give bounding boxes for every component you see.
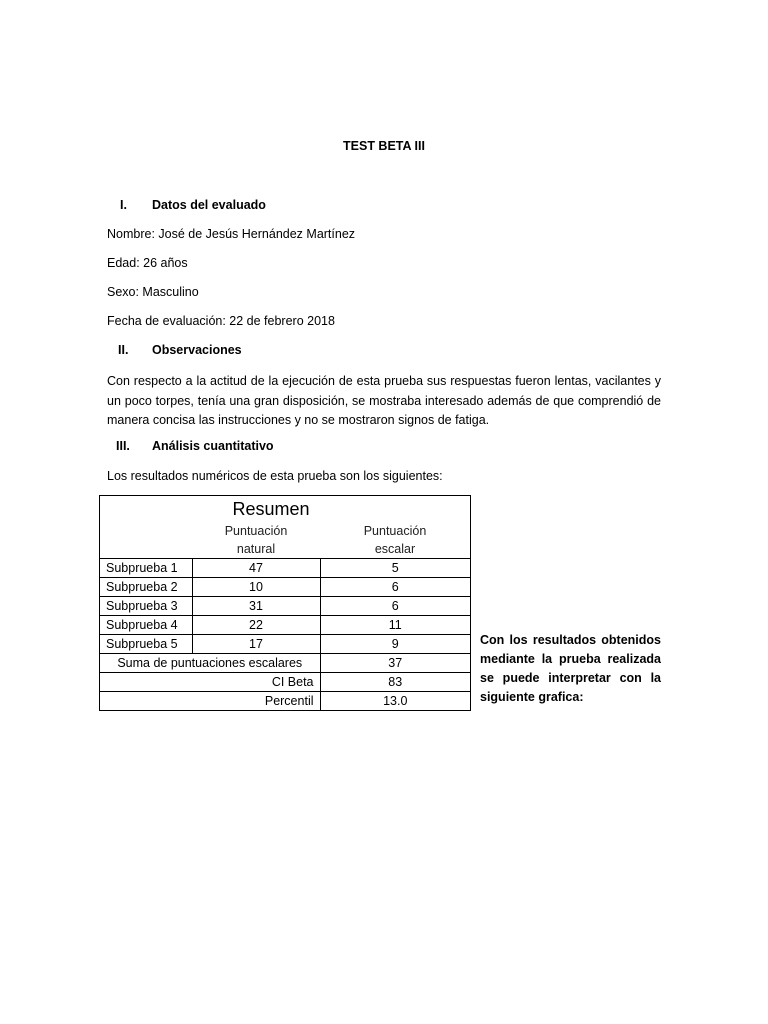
header-escalar-line1: Puntuación — [363, 524, 427, 538]
field-sexo: Sexo: Masculino — [107, 285, 199, 299]
row-natural: 22 — [192, 616, 320, 635]
table-row — [100, 616, 471, 635]
table-row — [100, 578, 471, 597]
table-row-suma — [100, 654, 471, 673]
row-escalar: 5 — [320, 559, 471, 578]
table-title — [100, 496, 471, 523]
section-1-number: I. — [120, 198, 127, 212]
table-row — [100, 559, 471, 578]
row-escalar: 6 — [320, 578, 471, 597]
percentil-label: Percentil — [100, 692, 321, 711]
row-natural: 47 — [192, 559, 320, 578]
row-label: Subprueba 1 — [100, 559, 193, 578]
header-escalar-line2: escalar — [374, 542, 416, 556]
header-natural-line2: natural — [236, 542, 276, 556]
field-nombre: Nombre: José de Jesús Hernández Martínez — [107, 227, 356, 241]
header-natural — [192, 522, 320, 559]
row-label: Subprueba 2 — [100, 578, 193, 597]
row-escalar: 11 — [320, 616, 471, 635]
row-natural: 10 — [192, 578, 320, 597]
table-header-blank — [100, 522, 193, 559]
row-label: Subprueba 4 — [100, 616, 193, 635]
section-3-number: III. — [116, 439, 130, 453]
row-escalar: 9 — [320, 635, 471, 654]
interpretation-note: Con los resultados obtenidos mediante la prueba realizada se puede interpretar con la siguiente grafica: — [480, 633, 661, 704]
section-3-heading: Análisis cuantitativo — [152, 439, 274, 453]
header-natural-line1: Puntuación — [224, 524, 288, 538]
row-natural: 17 — [192, 635, 320, 654]
observaciones-paragraph: Con respecto a la actitud de la ejecución de esta prueba sus respuestas fueron lentas, vacilantes y un poco torpes, tenía una gran disposición, se mostraba interesado además de que comprendió de manera concisa las instrucciones y no se mostraron signos de fatiga. — [107, 374, 661, 427]
ci-value: 83 — [320, 673, 471, 692]
row-label: Subprueba 3 — [100, 597, 193, 616]
results-intro: Los resultados numéricos de esta prueba son los siguientes: — [107, 469, 443, 483]
suma-label: Suma de puntuaciones escalares — [100, 654, 321, 673]
table-row — [100, 597, 471, 616]
table-title-text: Resumen — [232, 499, 310, 519]
section-2-heading: Observaciones — [152, 343, 242, 357]
section-2-number: II. — [118, 343, 129, 357]
table-row — [100, 635, 471, 654]
row-escalar: 6 — [320, 597, 471, 616]
row-label: Subprueba 5 — [100, 635, 193, 654]
table-row-percentil — [100, 692, 471, 711]
percentil-value: 13.0 — [320, 692, 471, 711]
header-escalar — [320, 522, 471, 559]
ci-label: CI Beta — [100, 673, 321, 692]
table-row-ci — [100, 673, 471, 692]
row-natural: 31 — [192, 597, 320, 616]
suma-value: 37 — [320, 654, 471, 673]
field-fecha: Fecha de evaluación: 22 de febrero 2018 — [107, 314, 335, 328]
field-edad: Edad: 26 años — [107, 256, 188, 270]
document-title: TEST BETA III — [343, 139, 425, 153]
section-1-heading: Datos del evaluado — [152, 198, 266, 212]
summary-table — [99, 495, 471, 711]
